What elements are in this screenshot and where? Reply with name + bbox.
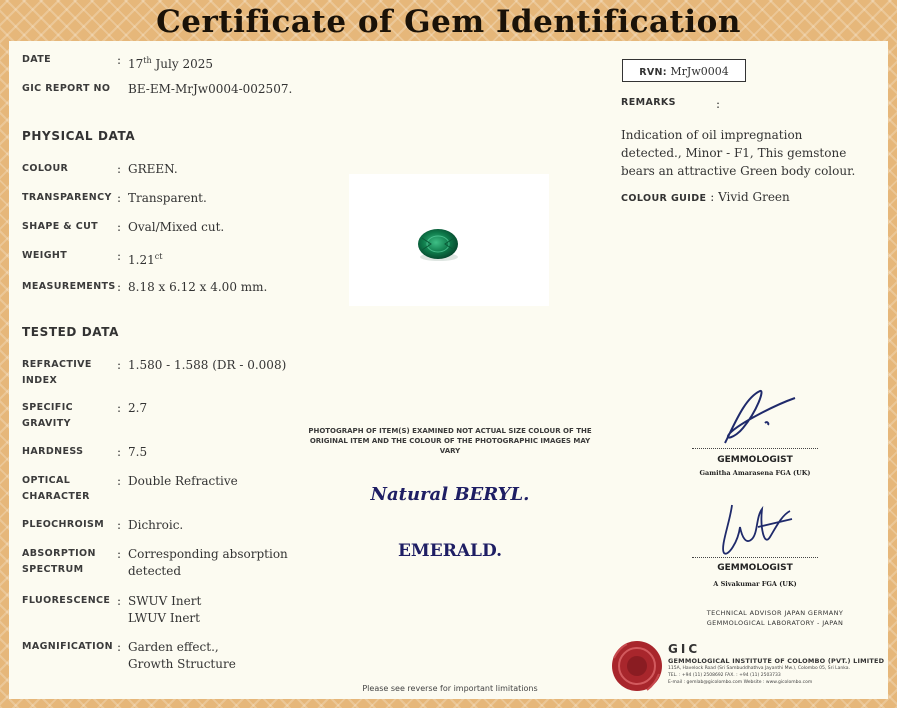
institute-phone: TEL. : +94 (11) 2508692 FAX. : +94 (11) 2503733 — [668, 673, 781, 678]
remarks-label: REMARKS — [621, 97, 676, 108]
shape-label: SHAPE & CUT — [22, 221, 99, 232]
sg-label: SPECIFIC GRAVITY — [22, 402, 73, 429]
ri-value: 1.580 - 1.588 (DR - 0.008) — [128, 358, 287, 372]
weight-label: WEIGHT — [22, 250, 68, 261]
report-value: BE-EM-MrJw0004-002507. — [128, 82, 293, 96]
colour-value: GREEN. — [128, 162, 178, 176]
tested-data-heading: TESTED DATA — [22, 325, 120, 339]
rvn-value: MrJw0004 — [670, 65, 729, 78]
pleochroism-label: PLEOCHROISM — [22, 519, 105, 530]
institute-name: GEMMOLOGICAL INSTITUTE OF COLOMBO (PVT.) LIMITED — [668, 657, 885, 665]
technical-advisor: TECHNICAL ADVISOR JAPAN GERMANY GEMMOLOGICAL LABORATORY - JAPAN — [706, 609, 844, 627]
footer-note: Please see reverse for important limitations — [362, 684, 538, 693]
absorption-value: Corresponding absorption detected — [128, 547, 288, 578]
signature-1 — [705, 383, 805, 455]
transparency-value: Transparent. — [128, 191, 207, 205]
gic-logo-text: GIC — [668, 642, 701, 656]
institute-address: 115A, Havelock Road (Sri Sambuddhathva Jayanthi Mw.), Colombo 05, Sri Lanka. — [668, 666, 850, 671]
shape-value: Oval/Mixed cut. — [128, 220, 225, 234]
gemmologist-2-name: A Sivakumar FGA (UK) — [713, 580, 797, 588]
absorption-label: ABSORPTION SPECTRUM — [22, 548, 96, 575]
weight-value: $1.21^{ct}$ — [128, 252, 163, 267]
magnification-value: Garden effect., Growth Structure — [128, 640, 236, 671]
certificate: Certificate of Gem Identification DATE : 17th July 2025 GIC REPORT NO BE-EM-MrJw0004-002507. PHYSICAL DATA COLOUR : GREEN. TRANSPARENCY : Transparent. SHAPE & CUT : Oval/Mixed cut. WEIGHT : $1.21^{ct}$ MEASUREMENTS : 8.18 x 6.12 x 4.00 mm. TESTED DATA REFRACTIVE INDEX : 1.580 - 1.588 (DR - 0.008) SPECIFIC GRAVITY : 2.7 HARDNESS : 7.5 OPTICAL CHARACTER : Double Refractive PLEOCHROISM : Dichroic. ABSORPTION SPECTRUM : Corresponding absorption detected FLUORESCENCE : SWUV Inert LWUV Inert MAGNIFICATION : Garden effect., Growth Structure PHOTOGRAPH OF ITEM(S) EXAMINED NOT ACTUAL SIZE COLOUR OF THE ORIGINAL ITEM AND THE COLOUR OF THE PHOTOGRAPHIC IMAGES MAY VARY Natural BERYL. EMERALD. Please see reverse for important limitations RVN: MrJw0004 REMARKS : Indication of oil impregnation detected., Minor - F1, This gemstone bears an attractive Green body colour. COLOUR GUIDE : Vivid Green GEMMOLOGIST Gamitha Amarasena FGA (UK) GEMMOLOGIST A Sivakumar FGA (UK) TECHNICAL ADVISOR JAPAN GERMANY GEMMOLOGICAL LABORATORY - JAPAN GIC GEMMOLOGICAL INSTITUTE OF COLOMBO (PVT.) LIMITED 115A, Havelock Road (Sri Sambuddhathva Jayanthi Mw.), Colombo 05, Sri Lanka. TEL. : +94 (11) 2508692 FAX. : +94 (11) 2503733 E-mail : gemlab@gicolombo.com Website : www.gicolombo.com — [0, 0, 897, 708]
ri-label: REFRACTIVE INDEX — [22, 359, 92, 386]
rvn-box: RVN: MrJw0004 — [622, 59, 746, 82]
gemmologist-1-title: GEMMOLOGIST — [717, 455, 793, 465]
signature-2 — [712, 497, 802, 559]
certificate-title: Certificate of Gem Identification — [156, 4, 741, 40]
hardness-label: HARDNESS — [22, 446, 84, 457]
result-species: Natural BERYL. — [370, 484, 530, 505]
gic-wax-seal-icon — [609, 638, 665, 694]
pleochroism-value: Dichroic. — [128, 518, 184, 532]
physical-data-heading: PHYSICAL DATA — [22, 129, 136, 143]
measurements-value: 8.18 x 6.12 x 4.00 mm. — [128, 280, 268, 294]
fluorescence-value: SWUV Inert LWUV Inert — [128, 594, 202, 625]
gemmologist-1-name: Gamitha Amarasena FGA (UK) — [699, 469, 811, 477]
transparency-label: TRANSPARENCY — [22, 192, 112, 203]
colour-guide: COLOUR GUIDE : Vivid Green — [621, 190, 790, 204]
result-variety: EMERALD. — [397, 541, 503, 561]
fluorescence-label: FLUORESCENCE — [22, 595, 111, 606]
hardness-value: 7.5 — [128, 445, 148, 459]
date-value: 17th July 2025 — [128, 56, 213, 71]
institute-contact: E-mail : gemlab@gicolombo.com Website : www.gicolombo.com — [668, 680, 813, 685]
photo-caption: PHOTOGRAPH OF ITEM(S) EXAMINED NOT ACTUAL SIZE COLOUR OF THE ORIGINAL ITEM AND THE COLOUR OF THE PHOTOGRAPHIC IMAGES MAY VARY — [308, 427, 592, 455]
remarks-text: Indication of oil impregnation detected., Minor - F1, This gemstone bears an attractive Green body colour. — [621, 128, 856, 178]
sg-value: 2.7 — [128, 401, 148, 415]
date-label: DATE — [22, 54, 52, 65]
optical-label: OPTICAL CHARACTER — [22, 475, 90, 502]
emerald-gem-icon — [349, 174, 549, 306]
report-label: GIC REPORT NO — [22, 83, 111, 94]
gem-photo — [349, 174, 549, 306]
measurements-label: MEASUREMENTS — [22, 281, 116, 292]
optical-value: Double Refractive — [128, 474, 238, 488]
colour-label: COLOUR — [22, 163, 69, 174]
magnification-label: MAGNIFICATION — [22, 641, 113, 652]
gemmologist-2-title: GEMMOLOGIST — [717, 563, 793, 573]
